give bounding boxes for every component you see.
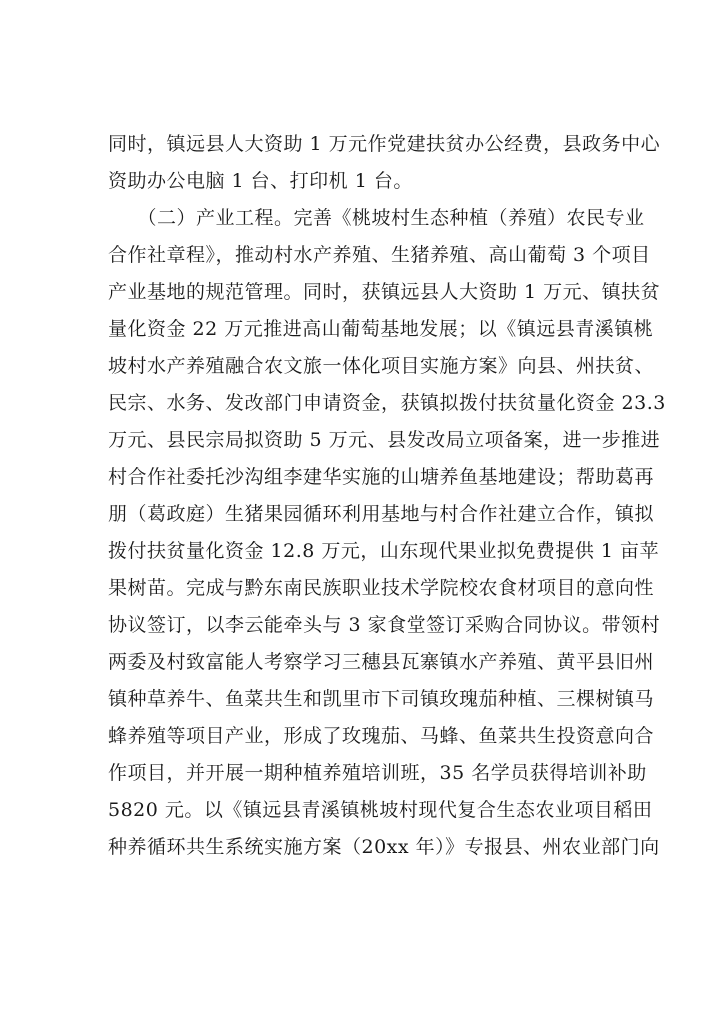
text-line: 两委及村致富能人考察学习三穗县瓦寨镇水产养殖、黄平县旧州	[108, 651, 655, 673]
text-line: 资助办公电脑 1 台、打印机 1 台。	[108, 170, 413, 192]
text-line: 朋（葛政庭）生猪果园循环利用基地与村合作社建立合作，镇拟	[108, 503, 655, 525]
text-line: 镇种草养牛、鱼菜共生和凯里市下司镇玫瑰茄种植、三棵树镇马	[108, 688, 655, 710]
text-line: 量化资金 22 万元推进高山葡萄基地发展；以《镇远县青溪镇桃	[108, 318, 654, 340]
text-line: 协议签订，以李云能牵头与 3 家食堂签订采购合同协议。带领村	[108, 614, 661, 636]
text-line: 拨付扶贫量化资金 12.8 万元，山东现代果业拟免费提供 1 亩苹	[108, 540, 660, 562]
body-text	[108, 126, 666, 866]
text-line: 合作社章程》，推动村水产养殖、生猪养殖、高山葡萄 3 个项目	[108, 244, 651, 266]
text-line: 坡村水产养殖融合农文旅一体化项目实施方案》向县、州扶贫、	[108, 355, 655, 377]
text-line: 产业基地的规范管理。同时，获镇远县人大资助 1 万元、镇扶贫	[108, 281, 661, 303]
text-line: 蜂养殖等项目产业，形成了玫瑰茄、马蜂、鱼菜共生投资意向合	[108, 725, 655, 747]
text-line: 种养循环共生系统实施方案（20xx 年）》专报县、州农业部门向	[108, 836, 660, 858]
text-line: 村合作社委托沙沟组李建华实施的山塘养鱼基地建设；帮助葛再	[108, 466, 655, 488]
paragraph-start-line: （二）产业工程。完善《桃坡村生态种植（养殖）农民专业	[108, 207, 645, 229]
text-line: 民宗、水务、发改部门申请资金，获镇拟拨付扶贫量化资金 23.3	[108, 392, 666, 414]
text-line: 果树苗。完成与黔东南民族职业技术学院校农食材项目的意向性	[108, 577, 655, 599]
text-line: 5820 元。以《镇远县青溪镇桃坡村现代复合生态农业项目稻田	[108, 799, 653, 821]
text-line: 同时，镇远县人大资助 1 万元作党建扶贫办公经费，县政务中心	[108, 133, 661, 155]
text-line: 作项目，并开展一期种植养殖培训班，35 名学员获得培训补助	[108, 762, 647, 784]
text-line: 万元、县民宗局拟资助 5 万元、县发改局立项备案，进一步推进	[108, 429, 661, 451]
